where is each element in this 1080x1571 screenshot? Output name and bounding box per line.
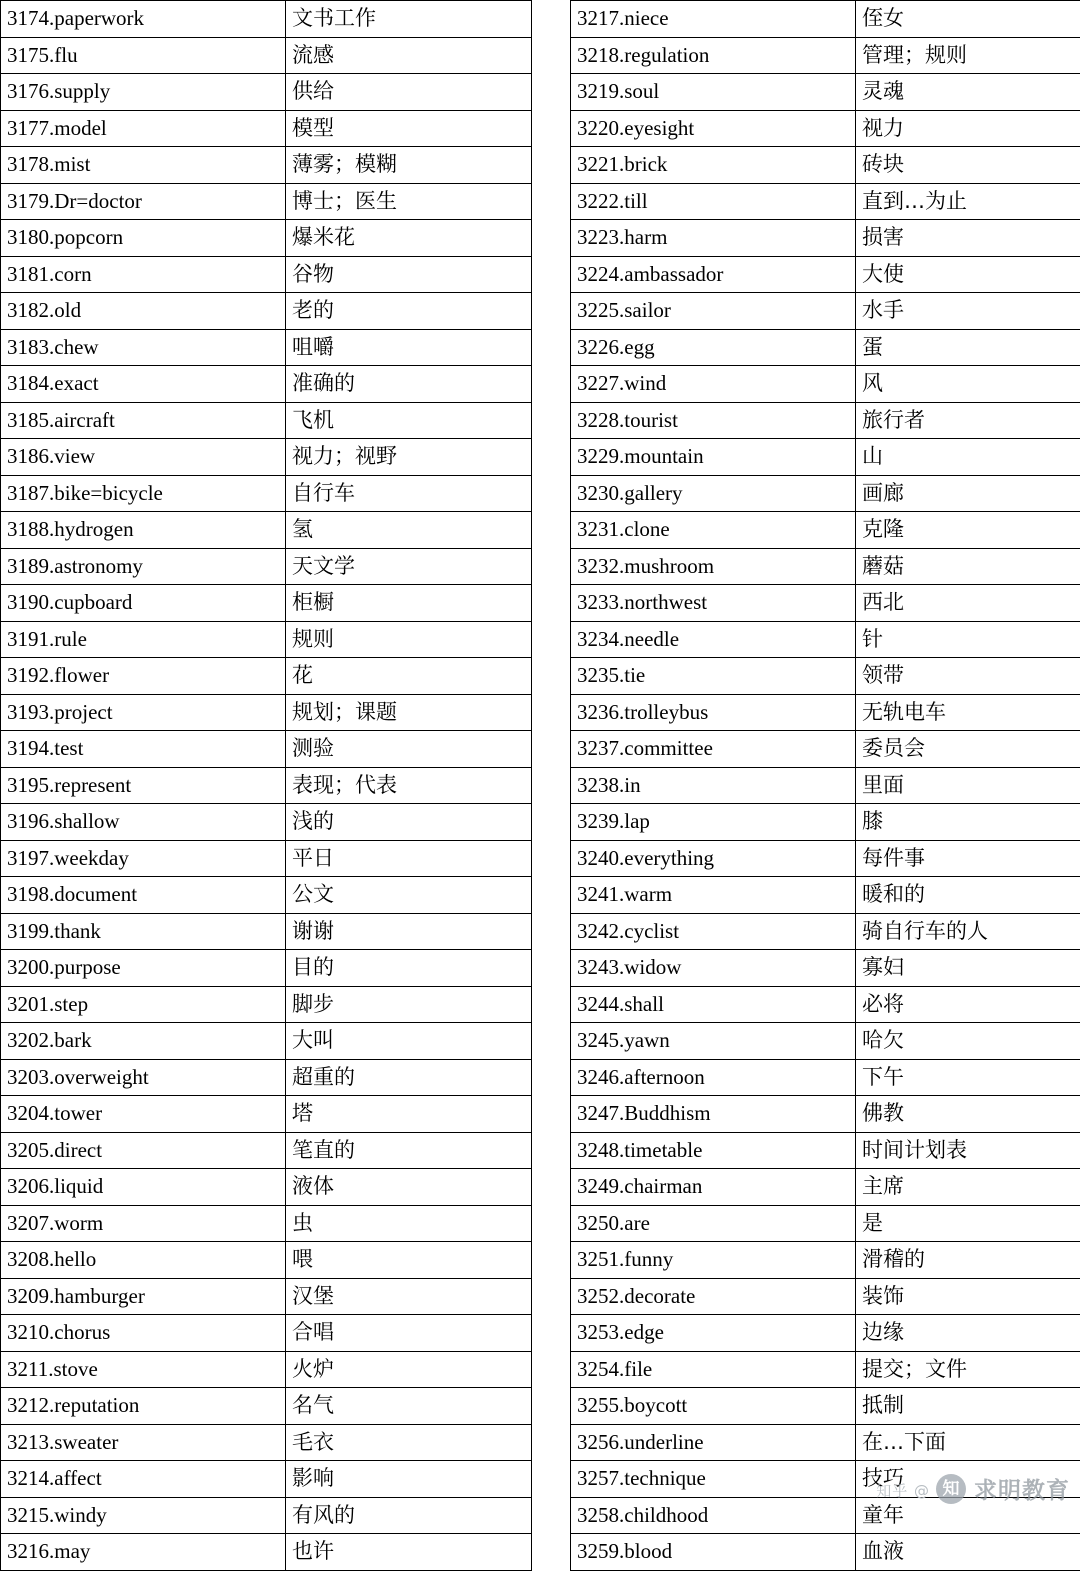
meaning-cell: 委员会: [856, 731, 1080, 768]
watermark: [936, 1472, 1070, 1505]
word-cell: 3203.overweight: [1, 1059, 286, 1096]
meaning-cell: 在…下面: [856, 1424, 1080, 1461]
word-cell: 3243.widow: [571, 950, 856, 987]
table-row: [571, 366, 1080, 403]
meaning-cell: 谢谢: [286, 913, 532, 950]
word-cell: 3232.mushroom: [571, 548, 856, 585]
table-row: [1, 475, 532, 512]
table-row: [571, 1, 1080, 38]
meaning-cell: 公文: [286, 877, 532, 914]
meaning-cell: 风: [856, 366, 1080, 403]
meaning-cell: 表现；代表: [286, 767, 532, 804]
table-row: [1, 1278, 532, 1315]
table-row: [1, 1315, 532, 1352]
meaning-cell: 超重的: [286, 1059, 532, 1096]
table-row: [1, 439, 532, 476]
word-cell: 3199.thank: [1, 913, 286, 950]
meaning-cell: 每件事: [856, 840, 1080, 877]
table-row: [1, 1169, 532, 1206]
meaning-cell: 必将: [856, 986, 1080, 1023]
word-cell: 3245.yawn: [571, 1023, 856, 1060]
meaning-cell: 浅的: [286, 804, 532, 841]
table-row: [1, 1534, 532, 1571]
meaning-cell: 博士；医生: [286, 183, 532, 220]
meaning-cell: 佛教: [856, 1096, 1080, 1133]
meaning-cell: 喂: [286, 1242, 532, 1279]
table-row: [571, 950, 1080, 987]
word-cell: 3194.test: [1, 731, 286, 768]
word-cell: 3219.soul: [571, 74, 856, 111]
table-body-left: [1, 1, 532, 1571]
word-cell: 3179.Dr=doctor: [1, 183, 286, 220]
meaning-cell: 大使: [856, 256, 1080, 293]
table-row: [571, 731, 1080, 768]
word-cell: 3223.harm: [571, 220, 856, 257]
meaning-cell: 目的: [286, 950, 532, 987]
meaning-cell: 技巧: [856, 1461, 1080, 1498]
meaning-cell: 蘑菇: [856, 548, 1080, 585]
table-row: [571, 183, 1080, 220]
table-row: [571, 840, 1080, 877]
word-cell: 3175.flu: [1, 37, 286, 74]
word-cell: 3188.hydrogen: [1, 512, 286, 549]
word-cell: 3217.niece: [571, 1, 856, 38]
meaning-cell: 无轨电车: [856, 694, 1080, 731]
word-cell: 3239.lap: [571, 804, 856, 841]
meaning-cell: 大叫: [286, 1023, 532, 1060]
meaning-cell: 损害: [856, 220, 1080, 257]
table-row: [571, 1315, 1080, 1352]
word-cell: 3196.shallow: [1, 804, 286, 841]
word-cell: 3204.tower: [1, 1096, 286, 1133]
word-cell: 3181.corn: [1, 256, 286, 293]
word-cell: 3228.tourist: [571, 402, 856, 439]
meaning-cell: 花: [286, 658, 532, 695]
meaning-cell: 毛衣: [286, 1424, 532, 1461]
meaning-cell: 血液: [856, 1534, 1080, 1571]
meaning-cell: 液体: [286, 1169, 532, 1206]
table-row: [571, 1205, 1080, 1242]
word-cell: 3251.funny: [571, 1242, 856, 1279]
vocabulary-table-right: [570, 0, 1080, 1571]
word-cell: 3258.childhood: [571, 1497, 856, 1534]
table-row: [1, 1461, 532, 1498]
meaning-cell: 薄雾；模糊: [286, 147, 532, 184]
word-cell: 3224.ambassador: [571, 256, 856, 293]
word-cell: 3237.committee: [571, 731, 856, 768]
meaning-cell: 笔直的: [286, 1132, 532, 1169]
vocabulary-table-left: [0, 0, 532, 1571]
meaning-cell: 有风的: [286, 1497, 532, 1534]
table-row: [571, 1534, 1080, 1571]
table-row: [571, 1388, 1080, 1425]
right-column: [570, 0, 1075, 1523]
word-cell: 3210.chorus: [1, 1315, 286, 1352]
table-row: [571, 913, 1080, 950]
word-cell: 3213.sweater: [1, 1424, 286, 1461]
table-row: [571, 986, 1080, 1023]
meaning-cell: 飞机: [286, 402, 532, 439]
meaning-cell: 脚步: [286, 986, 532, 1023]
table-row: [1, 1059, 532, 1096]
meaning-cell: 咀嚼: [286, 329, 532, 366]
word-cell: 3247.Buddhism: [571, 1096, 856, 1133]
meaning-cell: 名气: [286, 1388, 532, 1425]
word-cell: 3185.aircraft: [1, 402, 286, 439]
word-cell: 3242.cyclist: [571, 913, 856, 950]
meaning-cell: 爆米花: [286, 220, 532, 257]
word-cell: 3177.model: [1, 110, 286, 147]
word-cell: 3249.chairman: [571, 1169, 856, 1206]
table-row: [1, 804, 532, 841]
meaning-cell: 领带: [856, 658, 1080, 695]
word-cell: 3234.needle: [571, 621, 856, 658]
word-cell: 3255.boycott: [571, 1388, 856, 1425]
meaning-cell: 寡妇: [856, 950, 1080, 987]
table-row: [571, 1351, 1080, 1388]
table-row: [1, 1205, 532, 1242]
word-cell: 3244.shall: [571, 986, 856, 1023]
table-row: [1, 147, 532, 184]
word-cell: 3230.gallery: [571, 475, 856, 512]
table-row: [1, 402, 532, 439]
table-row: [1, 183, 532, 220]
meaning-cell: 提交；文件: [856, 1351, 1080, 1388]
table-row: [571, 767, 1080, 804]
meaning-cell: 视力: [856, 110, 1080, 147]
word-cell: 3259.blood: [571, 1534, 856, 1571]
table-row: [1, 1424, 532, 1461]
table-row: [1, 1388, 532, 1425]
meaning-cell: 模型: [286, 110, 532, 147]
word-cell: 3187.bike=bicycle: [1, 475, 286, 512]
word-cell: 3211.stove: [1, 1351, 286, 1388]
table-row: [571, 1169, 1080, 1206]
table-row: [571, 877, 1080, 914]
table-row: [1, 840, 532, 877]
meaning-cell: 滑稽的: [856, 1242, 1080, 1279]
word-cell: 3214.affect: [1, 1461, 286, 1498]
word-cell: 3256.underline: [571, 1424, 856, 1461]
table-row: [1, 950, 532, 987]
meaning-cell: 老的: [286, 293, 532, 330]
table-row: [571, 1242, 1080, 1279]
meaning-cell: 抵制: [856, 1388, 1080, 1425]
meaning-cell: 主席: [856, 1169, 1080, 1206]
meaning-cell: 暖和的: [856, 877, 1080, 914]
table-row: [571, 402, 1080, 439]
word-cell: 3212.reputation: [1, 1388, 286, 1425]
word-cell: 3208.hello: [1, 1242, 286, 1279]
word-cell: 3200.purpose: [1, 950, 286, 987]
table-row: [1, 913, 532, 950]
word-cell: 3257.technique: [571, 1461, 856, 1498]
meaning-cell: 文书工作: [286, 1, 532, 38]
table-row: [1, 110, 532, 147]
table-row: [1, 585, 532, 622]
word-cell: 3182.old: [1, 293, 286, 330]
table-row: [571, 512, 1080, 549]
watermark-logo-icon: 知: [936, 1474, 966, 1504]
table-row: [1, 293, 532, 330]
watermark-handle: 知乎 @: [876, 1480, 930, 1501]
meaning-cell: 天文学: [286, 548, 532, 585]
meaning-cell: 流感: [286, 37, 532, 74]
table-row: [571, 110, 1080, 147]
table-row: [571, 621, 1080, 658]
table-row: [571, 475, 1080, 512]
word-cell: 3180.popcorn: [1, 220, 286, 257]
word-cell: 3174.paperwork: [1, 1, 286, 38]
meaning-cell: 膝: [856, 804, 1080, 841]
meaning-cell: 测验: [286, 731, 532, 768]
table-row: [1, 1242, 532, 1279]
word-cell: 3241.warm: [571, 877, 856, 914]
table-row: [571, 1023, 1080, 1060]
meaning-cell: 虫: [286, 1205, 532, 1242]
table-row: [1, 220, 532, 257]
meaning-cell: 时间计划表: [856, 1132, 1080, 1169]
word-cell: 3226.egg: [571, 329, 856, 366]
meaning-cell: 旅行者: [856, 402, 1080, 439]
word-cell: 3221.brick: [571, 147, 856, 184]
word-cell: 3254.file: [571, 1351, 856, 1388]
meaning-cell: 克隆: [856, 512, 1080, 549]
meaning-cell: 影响: [286, 1461, 532, 1498]
meaning-cell: 骑自行车的人: [856, 913, 1080, 950]
meaning-cell: 规划；课题: [286, 694, 532, 731]
meaning-cell: 自行车: [286, 475, 532, 512]
word-cell: 3190.cupboard: [1, 585, 286, 622]
word-cell: 3227.wind: [571, 366, 856, 403]
table-row: [571, 658, 1080, 695]
word-cell: 3184.exact: [1, 366, 286, 403]
word-cell: 3207.worm: [1, 1205, 286, 1242]
word-cell: 3178.mist: [1, 147, 286, 184]
table-row: [1, 877, 532, 914]
meaning-cell: 里面: [856, 767, 1080, 804]
table-row: [1, 1023, 532, 1060]
table-row: [571, 220, 1080, 257]
table-row: [571, 804, 1080, 841]
table-row: [1, 694, 532, 731]
table-row: [571, 37, 1080, 74]
table-row: [571, 1059, 1080, 1096]
meaning-cell: 塔: [286, 1096, 532, 1133]
meaning-cell: 西北: [856, 585, 1080, 622]
meaning-cell: 火炉: [286, 1351, 532, 1388]
table-row: [1, 366, 532, 403]
word-cell: 3176.supply: [1, 74, 286, 111]
word-cell: 3250.are: [571, 1205, 856, 1242]
meaning-cell: 边缘: [856, 1315, 1080, 1352]
word-cell: 3186.view: [1, 439, 286, 476]
table-row: [1, 1096, 532, 1133]
word-cell: 3201.step: [1, 986, 286, 1023]
table-row: [1, 1351, 532, 1388]
word-cell: 3253.edge: [571, 1315, 856, 1352]
table-row: [571, 548, 1080, 585]
word-cell: 3206.liquid: [1, 1169, 286, 1206]
table-row: [571, 147, 1080, 184]
meaning-cell: 准确的: [286, 366, 532, 403]
word-cell: 3252.decorate: [571, 1278, 856, 1315]
table-row: [571, 1424, 1080, 1461]
table-body-right: [571, 1, 1080, 1571]
table-row: [571, 1096, 1080, 1133]
word-cell: 3215.windy: [1, 1497, 286, 1534]
meaning-cell: 氢: [286, 512, 532, 549]
word-cell: 3222.till: [571, 183, 856, 220]
word-cell: 3240.everything: [571, 840, 856, 877]
meaning-cell: 管理；规则: [856, 37, 1080, 74]
table-row: [1, 621, 532, 658]
table-row: [1, 37, 532, 74]
meaning-cell: 哈欠: [856, 1023, 1080, 1060]
table-row: [1, 256, 532, 293]
meaning-cell: 灵魂: [856, 74, 1080, 111]
table-row: [571, 293, 1080, 330]
word-cell: 3220.eyesight: [571, 110, 856, 147]
word-cell: 3189.astronomy: [1, 548, 286, 585]
meaning-cell: 是: [856, 1205, 1080, 1242]
table-row: [1, 548, 532, 585]
table-row: [1, 658, 532, 695]
word-cell: 3218.regulation: [571, 37, 856, 74]
left-column: [0, 0, 505, 1523]
word-cell: 3229.mountain: [571, 439, 856, 476]
table-row: [571, 439, 1080, 476]
meaning-cell: 视力；视野: [286, 439, 532, 476]
word-cell: 3225.sailor: [571, 293, 856, 330]
meaning-cell: 谷物: [286, 256, 532, 293]
table-row: [571, 1278, 1080, 1315]
meaning-cell: 侄女: [856, 1, 1080, 38]
meaning-cell: 蛋: [856, 329, 1080, 366]
word-cell: 3209.hamburger: [1, 1278, 286, 1315]
word-cell: 3195.represent: [1, 767, 286, 804]
word-cell: 3197.weekday: [1, 840, 286, 877]
meaning-cell: 汉堡: [286, 1278, 532, 1315]
word-cell: 3193.project: [1, 694, 286, 731]
meaning-cell: 童年: [856, 1497, 1080, 1534]
table-row: [571, 1132, 1080, 1169]
meaning-cell: 规则: [286, 621, 532, 658]
word-cell: 3236.trolleybus: [571, 694, 856, 731]
watermark-brand: 求明教育: [974, 1472, 1070, 1505]
table-row: [571, 585, 1080, 622]
meaning-cell: 合唱: [286, 1315, 532, 1352]
word-cell: 3216.may: [1, 1534, 286, 1571]
meaning-cell: 柜橱: [286, 585, 532, 622]
meaning-cell: 水手: [856, 293, 1080, 330]
meaning-cell: 也许: [286, 1534, 532, 1571]
column-gutter: [505, 0, 570, 1523]
meaning-cell: 平日: [286, 840, 532, 877]
table-row: [1, 74, 532, 111]
table-row: [571, 694, 1080, 731]
meaning-cell: 砖块: [856, 147, 1080, 184]
table-row: [1, 731, 532, 768]
table-row: [571, 74, 1080, 111]
word-cell: 3235.tie: [571, 658, 856, 695]
meaning-cell: 针: [856, 621, 1080, 658]
word-cell: 3198.document: [1, 877, 286, 914]
table-row: [1, 329, 532, 366]
word-cell: 3231.clone: [571, 512, 856, 549]
word-cell: 3191.rule: [1, 621, 286, 658]
meaning-cell: 装饰: [856, 1278, 1080, 1315]
table-row: [1, 986, 532, 1023]
table-row: [1, 512, 532, 549]
table-row: [571, 329, 1080, 366]
word-cell: 3246.afternoon: [571, 1059, 856, 1096]
word-cell: 3248.timetable: [571, 1132, 856, 1169]
meaning-cell: 供给: [286, 74, 532, 111]
table-row: [1, 1, 532, 38]
meaning-cell: 直到…为止: [856, 183, 1080, 220]
meaning-cell: 山: [856, 439, 1080, 476]
meaning-cell: 画廊: [856, 475, 1080, 512]
word-cell: 3205.direct: [1, 1132, 286, 1169]
word-cell: 3238.in: [571, 767, 856, 804]
word-cell: 3183.chew: [1, 329, 286, 366]
word-cell: 3202.bark: [1, 1023, 286, 1060]
word-cell: 3192.flower: [1, 658, 286, 695]
meaning-cell: 下午: [856, 1059, 1080, 1096]
table-row: [1, 1497, 532, 1534]
table-row: [1, 1132, 532, 1169]
word-cell: 3233.northwest: [571, 585, 856, 622]
table-row: [571, 256, 1080, 293]
table-row: [1, 767, 532, 804]
